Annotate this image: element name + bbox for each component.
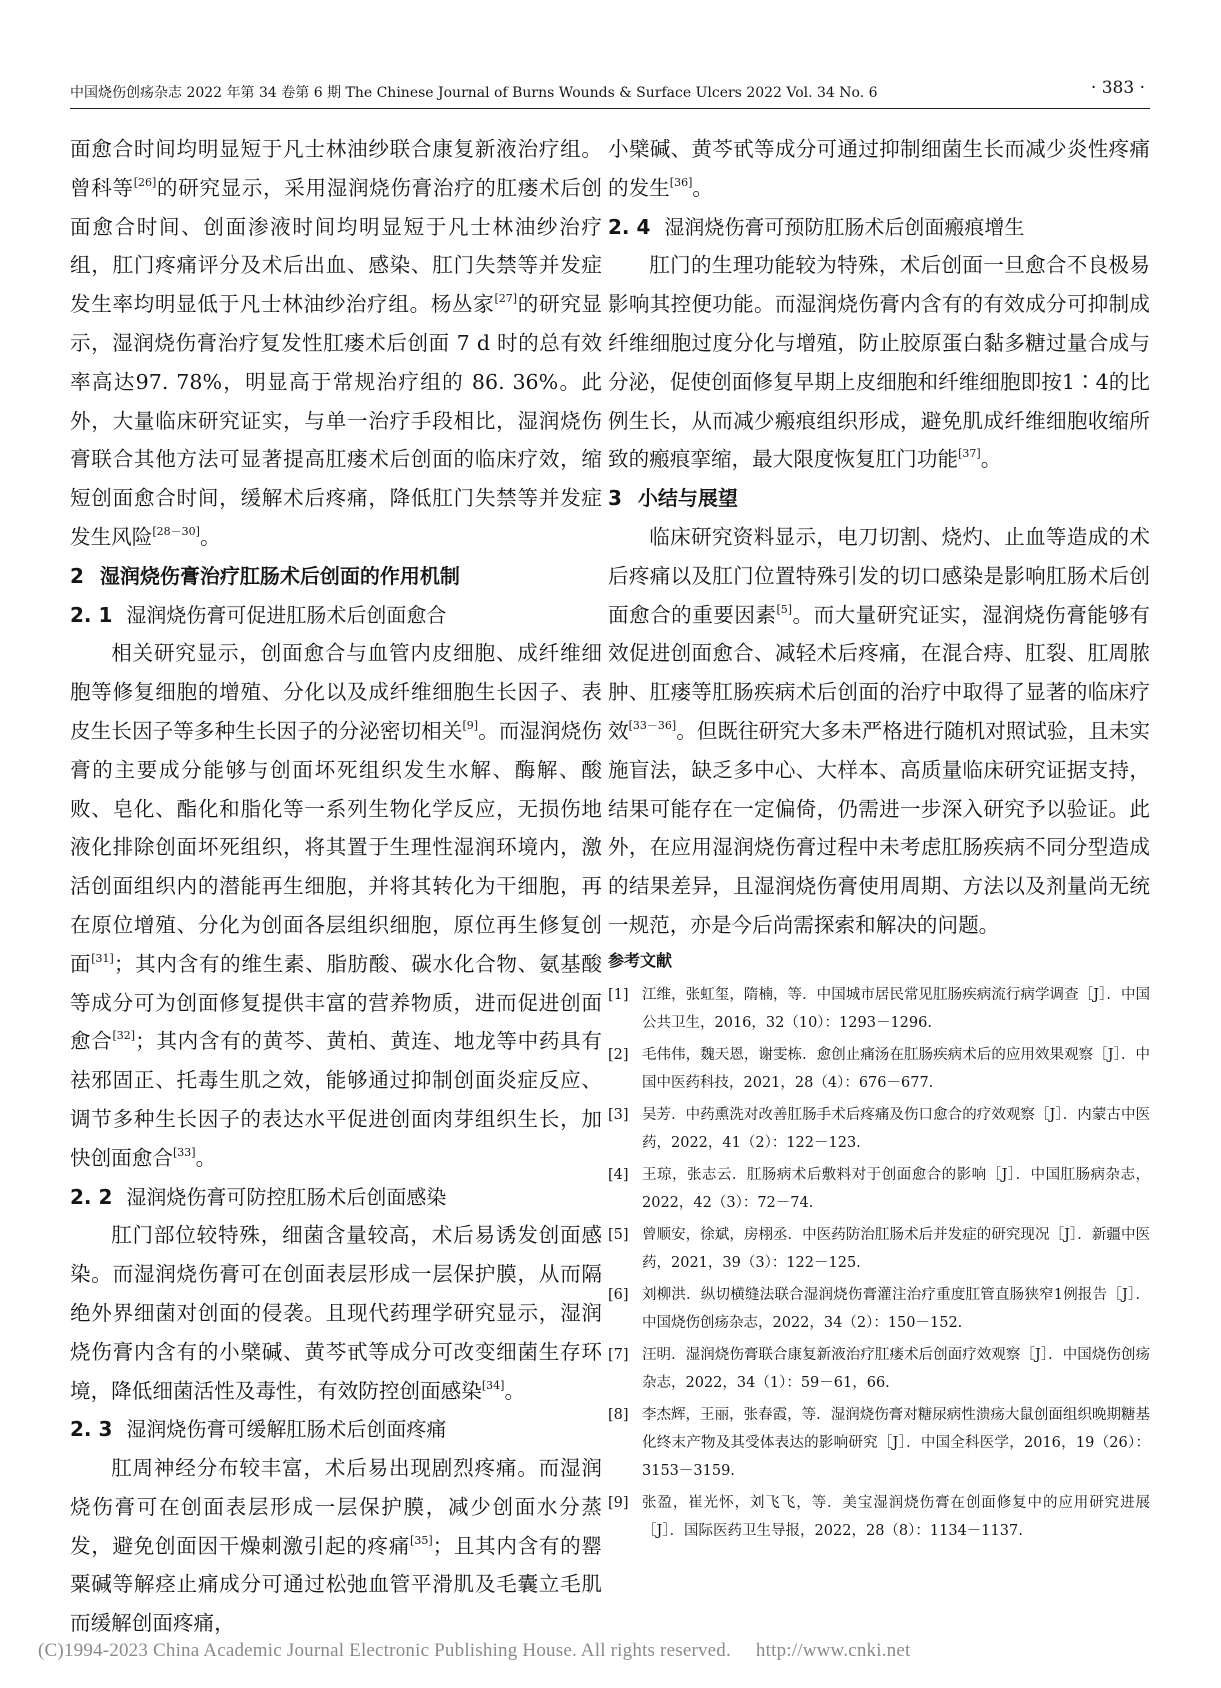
citation[interactable]: [28－30] — [152, 524, 200, 538]
citation[interactable]: [34] — [481, 1378, 505, 1392]
reference-item: [5] 曾顺安，徐斌，房栩丞．中医药防治肛肠术后并发症的研究现况［J］．新疆中医药，2021，39（3）：122－125. — [608, 1226, 1150, 1271]
citation[interactable]: [9] — [462, 718, 479, 732]
paragraph: 相关研究显示，创面愈合与血管内皮细胞、成纤维细胞等修复细胞的增殖、分化以及成纤维细胞生长因子、表皮生长因子等多种生长因子的分泌密切相关[9]。而湿润烧伤膏的主要成分能够与创面坏死组织发生水解、酶解、酸败、皂化、酯化和脂化等一系列生物化学反应，无损伤地液化排除创面坏死组织，将其置于生理性湿润环境内，激活创面组织内的潜能再生细胞，并将其转化为干细胞，再在原位增殖、分化为创面各层组织细胞，原位再生修复创面[31]；其内含有的维生素、脂肪酸、碳水化合物、氨基酸等成分可为创面修复提供丰富的营养物质，进而促进创面愈合[32]；其内含有的黄芩、黄柏、黄连、地龙等中药具有祛邪固正、托毒生肌之效，能够通过抑制创面炎症反应、调节多种生长因子的表达水平促进创面肉芽组织生长，加快创面愈合[33]。 — [70, 641, 603, 1170]
citation[interactable]: [33－36] — [628, 718, 677, 732]
reference-item: [9] 张盈，崔光怀，刘飞飞，等．美宝湿润烧伤膏在创面修复中的应用研究进展［J］．国际医药卫生导报，2022，28（8）：1134－1137. — [608, 1494, 1150, 1539]
subsection-heading: 2. 1 湿润烧伤膏可促进肛肠术后创面愈合 — [70, 602, 447, 627]
section-heading: 3 小结与展望 — [608, 486, 738, 511]
cnki-link[interactable]: http://www.cnki.net — [755, 1640, 911, 1661]
citation[interactable]: [33] — [172, 1145, 196, 1159]
paragraph: 肛门的生理功能较为特殊，术后创面一旦愈合不良极易影响其控便功能。而湿润烧伤膏内含有的有效成分可抑制成纤维细胞过度分化与增殖，防止胶原蛋白黏多糖过量合成与分泌，促使创面修复早期上皮细胞和纤维细胞即按1∶4的比例生长，从而减少瘢痕组织形成，避免肌成纤维细胞收缩所致的瘢痕挛缩，最大限度恢复肛门功能[37]。 — [608, 253, 1150, 472]
reference-item: [2] 毛伟伟，魏天恩，谢雯栋．愈创止痛汤在肛肠疾病术后的应用效果观察［J］．中国中医药科技，2021，28（4）：676－677. — [608, 1046, 1150, 1091]
subsection-heading: 2. 4 湿润烧伤膏可预防肛肠术后创面瘢痕增生 — [608, 214, 1025, 239]
reference-item: [6] 刘柳洪．纵切横缝法联合湿润烧伤膏灌注治疗重度肛管直肠狭窄1例报告［J］．中国烧伤创疡杂志，2022，34（2）：150－152. — [608, 1286, 1150, 1331]
left-column — [70, 130, 602, 1643]
citation[interactable]: [35] — [410, 1533, 433, 1547]
subsection-heading: 2. 3 湿润烧伤膏可缓解肛肠术后创面疼痛 — [70, 1417, 447, 1442]
reference-item: [4] 王琼，张志云．肛肠病术后敷料对于创面愈合的影响［J］．中国肛肠病杂志，2022，42（3）：72－74. — [608, 1166, 1150, 1211]
citation[interactable]: [26] — [133, 175, 157, 189]
reference-item: [7] 汪明．湿润烧伤膏联合康复新液治疗肛瘘术后创面疗效观察［J］．中国烧伤创疡杂志，2022，34（1）：59－61，66. — [608, 1346, 1150, 1391]
citation[interactable]: [31] — [91, 951, 114, 965]
reference-item: [8] 李杰辉，王丽，张春霞，等．湿润烧伤膏对糖尿病性溃疡大鼠创面组织晚期糖基化终末产物及其受体表达的影响研究［J］．中国全科医学，2016，19（26）：3153－3159. — [608, 1406, 1150, 1479]
reference-item: [3] 吴芳．中药熏洗对改善肛肠手术后疼痛及伤口愈合的疗效观察［J］．内蒙古中医药，2022，41（2）：122－123. — [608, 1106, 1150, 1151]
citation[interactable]: [5] — [776, 602, 793, 616]
citation[interactable]: [32] — [112, 1029, 136, 1043]
running-header — [70, 78, 1145, 104]
journal-citation: 中国烧伤创疡杂志 2022 年第 34 卷第 6 期 The Chinese Journal of Burns Wounds & Surface Ulcers 2022 Vol. 34 No. 6 — [70, 85, 878, 101]
paragraph: 面愈合时间均明显短于凡士林油纱联合康复新液治疗组。曾科等[26]的研究显示，采用湿润烧伤膏治疗的肛瘘术后创面愈合时间、创面渗液时间均明显短于凡士林油纱治疗组，肛门疼痛评分及术后出血、感染、肛门失禁等并发症发生率均明显低于凡士林油纱治疗组。杨丛家[27]的研究显示，湿润烧伤膏治疗复发性肛瘘术后创面 7 d 时的总有效率高达97. 78%，明显高于常规治疗组的 86. 36%。此外，大量临床研究证实，与单一治疗手段相比，湿润烧伤膏联合其他方法可显著提高肛瘘术后创面的临床疗效，缩短创面愈合时间，缓解术后疼痛，降低肛门失禁等并发症发生风险[28－30]。 — [70, 137, 603, 549]
section-heading: 2 湿润烧伤膏治疗肛肠术后创面的作用机制 — [70, 563, 460, 588]
citation[interactable]: [36] — [669, 175, 693, 189]
right-column — [608, 130, 1150, 1549]
references-heading: 参考文献 — [608, 950, 673, 970]
paragraph: 小檗碱、黄芩甙等成分可通过抑制细菌生长而减少炎性疼痛的发生[36]。 — [608, 137, 1150, 200]
paragraph: 肛门部位较特殊，细菌含量较高，术后易诱发创面感染。而湿润烧伤膏可在创面表层形成一层保护膜，从而隔绝外界细菌对创面的侵袭。且现代药理学研究显示，湿润烧伤膏内含有的小檗碱、黄芩甙等成分可改变细菌生存环境，降低细菌活性及毒性，有效防控创面感染[34]。 — [70, 1223, 602, 1403]
copyright-text: (C)1994-2023 China Academic Journal Electronic Publishing House. All rights reserved. — [38, 1640, 731, 1661]
copyright-footer — [38, 1640, 1188, 1662]
reference-item: [1] 江维，张虹玺，隋楠，等．中国城市居民常见肛肠疾病流行病学调查［J］．中国公共卫生，2016，32（10）：1293－1296. — [608, 986, 1150, 1031]
header-rule — [70, 108, 1150, 109]
paragraph: 临床研究资料显示，电刀切割、烧灼、止血等造成的术后疼痛以及肛门位置特殊引发的切口感染是影响肛肠术后创面愈合的重要因素[5]。而大量研究证实，湿润烧伤膏能够有效促进创面愈合、减轻术后疼痛，在混合痔、肛裂、肛周脓肿、肛瘘等肛肠疾病术后创面的治疗中取得了显著的临床疗效[33－36]。但既往研究大多未严格进行随机对照试验，且未实施盲法，缺乏多中心、大样本、高质量临床研究证据支持，结果可能存在一定偏倚，仍需进一步深入研究予以验证。此外，在应用湿润烧伤膏过程中未考虑肛肠疾病不同分型造成的结果差异，且湿润烧伤膏使用周期、方法以及剂量尚无统一规范，亦是今后尚需探索和解决的问题。 — [608, 524, 1151, 937]
paragraph: 肛周神经分布较丰富，术后易出现剧烈疼痛。而湿润烧伤膏可在创面表层形成一层保护膜，减少创面水分蒸发，避免创面因干燥刺激引起的疼痛[35]；且其内含有的罂粟碱等解痉止痛成分可通过松弛血管平滑肌及毛囊立毛肌而缓解创面疼痛， — [70, 1456, 603, 1636]
citation[interactable]: [27] — [494, 292, 518, 306]
subsection-heading: 2. 2 湿润烧伤膏可防控肛肠术后创面感染 — [70, 1184, 447, 1209]
page-number: · 383 · — [1090, 78, 1145, 98]
citation[interactable]: [37] — [958, 447, 981, 461]
reference-list — [608, 981, 1150, 1545]
